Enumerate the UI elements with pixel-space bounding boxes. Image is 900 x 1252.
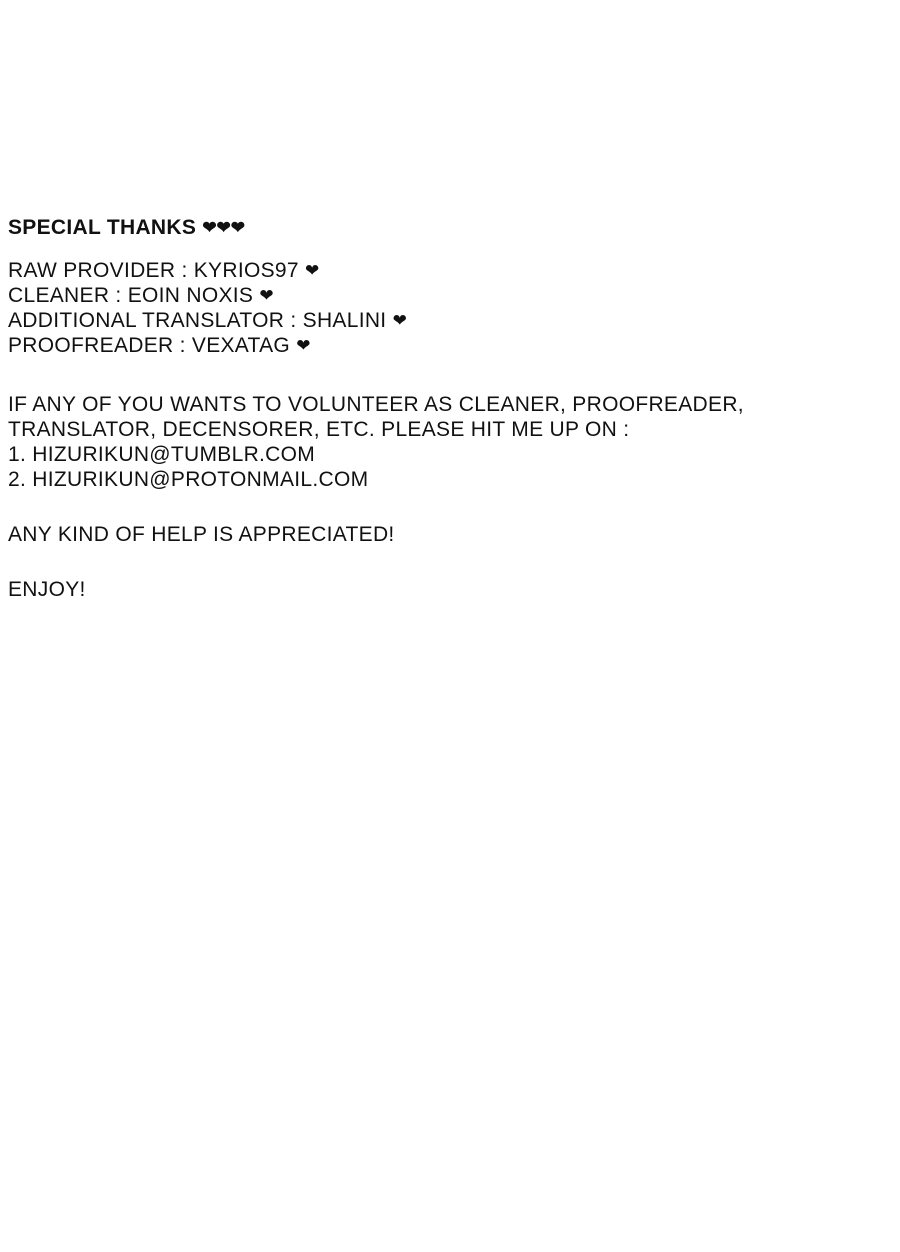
- special-thanks-heading: [8, 215, 868, 240]
- contact-protonmail: 2. HIZURIKUN@PROTONMAIL.COM: [8, 468, 369, 491]
- spacer: [8, 358, 868, 392]
- heart-icon-group: ❤❤❤: [202, 218, 246, 237]
- special-thanks-label: SPECIAL THANKS: [8, 216, 197, 239]
- credit-row-cleaner: [8, 283, 868, 308]
- spacer: [8, 240, 868, 258]
- volunteer-line-2: TRANSLATOR, DECENSORER, ETC. PLEASE HIT ME UP ON :: [8, 418, 630, 441]
- heart-icon: ❤: [392, 311, 407, 330]
- credit-label: ADDITIONAL TRANSLATOR : SHALINI: [8, 309, 387, 332]
- credits-block: [8, 215, 868, 602]
- heart-icon: ❤: [305, 261, 320, 280]
- heart-icon: ❤: [296, 336, 311, 355]
- spacer: [8, 547, 868, 577]
- credit-row-raw-provider: [8, 258, 868, 283]
- spacer: [8, 492, 868, 522]
- credit-row-proofreader: [8, 333, 868, 358]
- appreciation-line: ANY KIND OF HELP IS APPRECIATED!: [8, 523, 395, 546]
- contact-tumblr: 1. HIZURIKUN@TUMBLR.COM: [8, 443, 316, 466]
- credit-label: CLEANER : EOIN NOXIS: [8, 284, 254, 307]
- heart-icon: ❤: [259, 286, 274, 305]
- credit-label: RAW PROVIDER : KYRIOS97: [8, 259, 299, 282]
- credit-row-additional-translator: [8, 308, 868, 333]
- closing-line: ENJOY!: [8, 578, 86, 601]
- credit-label: PROOFREADER : VEXATAG: [8, 334, 291, 357]
- volunteer-line-1: IF ANY OF YOU WANTS TO VOLUNTEER AS CLEANER, PROOFREADER,: [8, 393, 744, 416]
